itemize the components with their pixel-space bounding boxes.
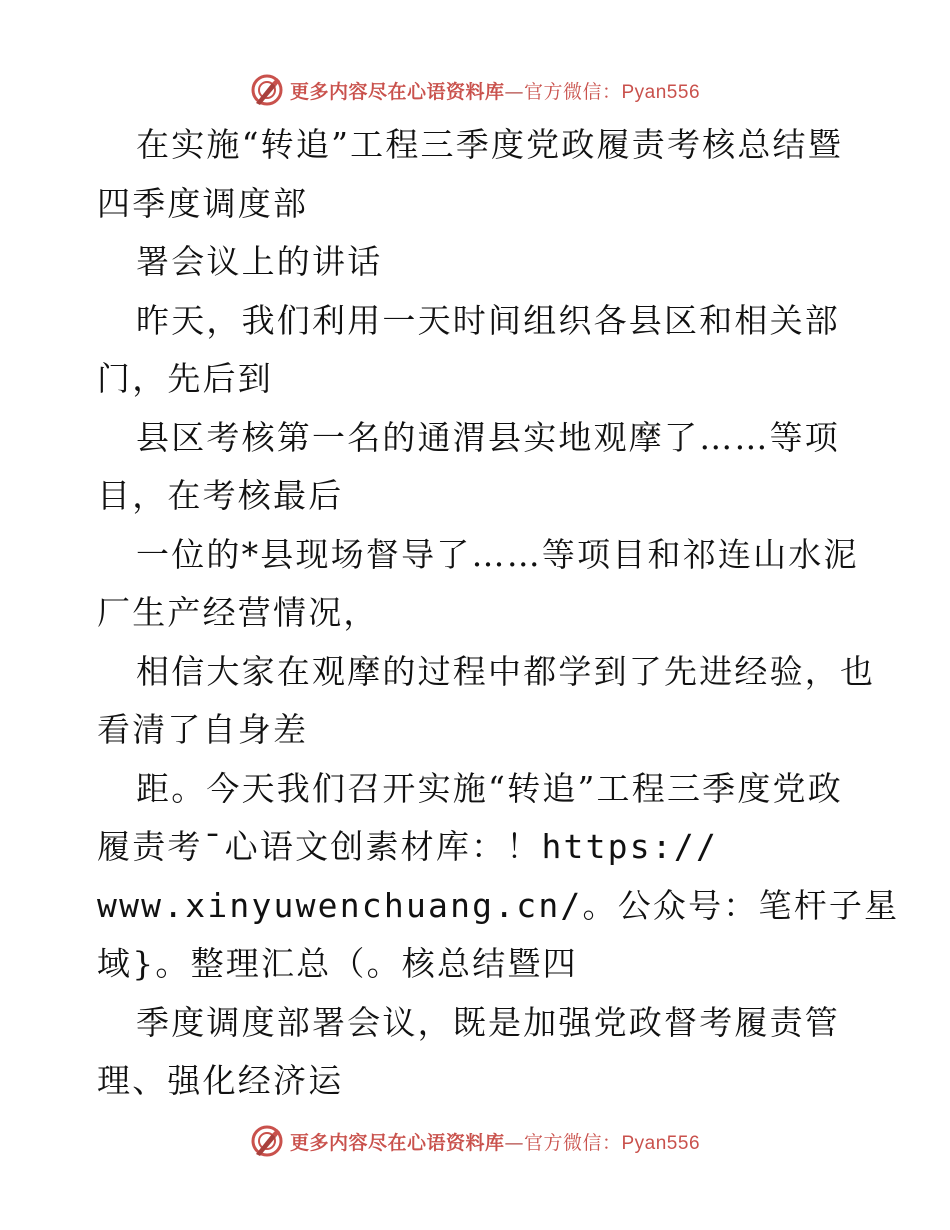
text-line: 相信大家在观摩的过程中都学到了先进经验，也 [136,651,876,691]
document-body [97,116,900,1111]
header-tag: 官方微信： [523,80,622,103]
header-banner-text [290,77,700,104]
footer-banner-text [290,1128,700,1155]
header-separator: — [504,80,524,103]
footer-brand: 更多内容尽在心语资料库 [289,1131,505,1154]
text-line: 看清了自身差 [97,710,309,749]
text-line: 门，先后到 [97,359,273,398]
header-banner [0,70,950,110]
text-line: 署会议上的讲话 [136,242,383,281]
text-line: 域}。整理汇总（。核总结暨四 [97,944,578,983]
footer-banner-inner [250,1124,700,1158]
footer-separator: — [504,1131,524,1154]
pen-logo-icon [250,1124,284,1158]
text-line: 昨天，我们利用一天时间组织各县区和相关部 [136,300,840,340]
text-line: 厂生产经营情况， [97,593,379,632]
text-line: 在实施“转追”工程三季度党政履责考核总结暨 [136,125,843,164]
header-banner-inner [250,73,700,107]
header-account: Pyan556 [621,81,701,103]
pen-logo-icon [250,73,284,107]
text-line: 目，在考核最后 [97,476,344,515]
footer-tag: 官方微信： [523,1131,622,1154]
text-line: 一位的*县现场督导了……等项目和祁连山水泥 [136,534,859,574]
header-brand: 更多内容尽在心语资料库 [289,80,505,103]
text-line: 履责考¯心语文创素材库：！https:// [97,827,719,866]
text-line: 距。今天我们召开实施“转追”工程三季度党政 [136,768,843,808]
text-line: 季度调度部署会议，既是加强党政督考履责管 [136,1002,840,1042]
footer-banner [0,1121,950,1161]
text-line: 四季度调度部 [97,183,309,223]
text-line: 理、强化经济运 [97,1061,344,1100]
footer-account: Pyan556 [621,1132,701,1154]
text-line: www.xinyuwenchuang.cn/。公众号：笔杆子星 [97,885,900,925]
text-line: 县区考核第一名的通渭县实地观摩了……等项 [136,417,840,457]
